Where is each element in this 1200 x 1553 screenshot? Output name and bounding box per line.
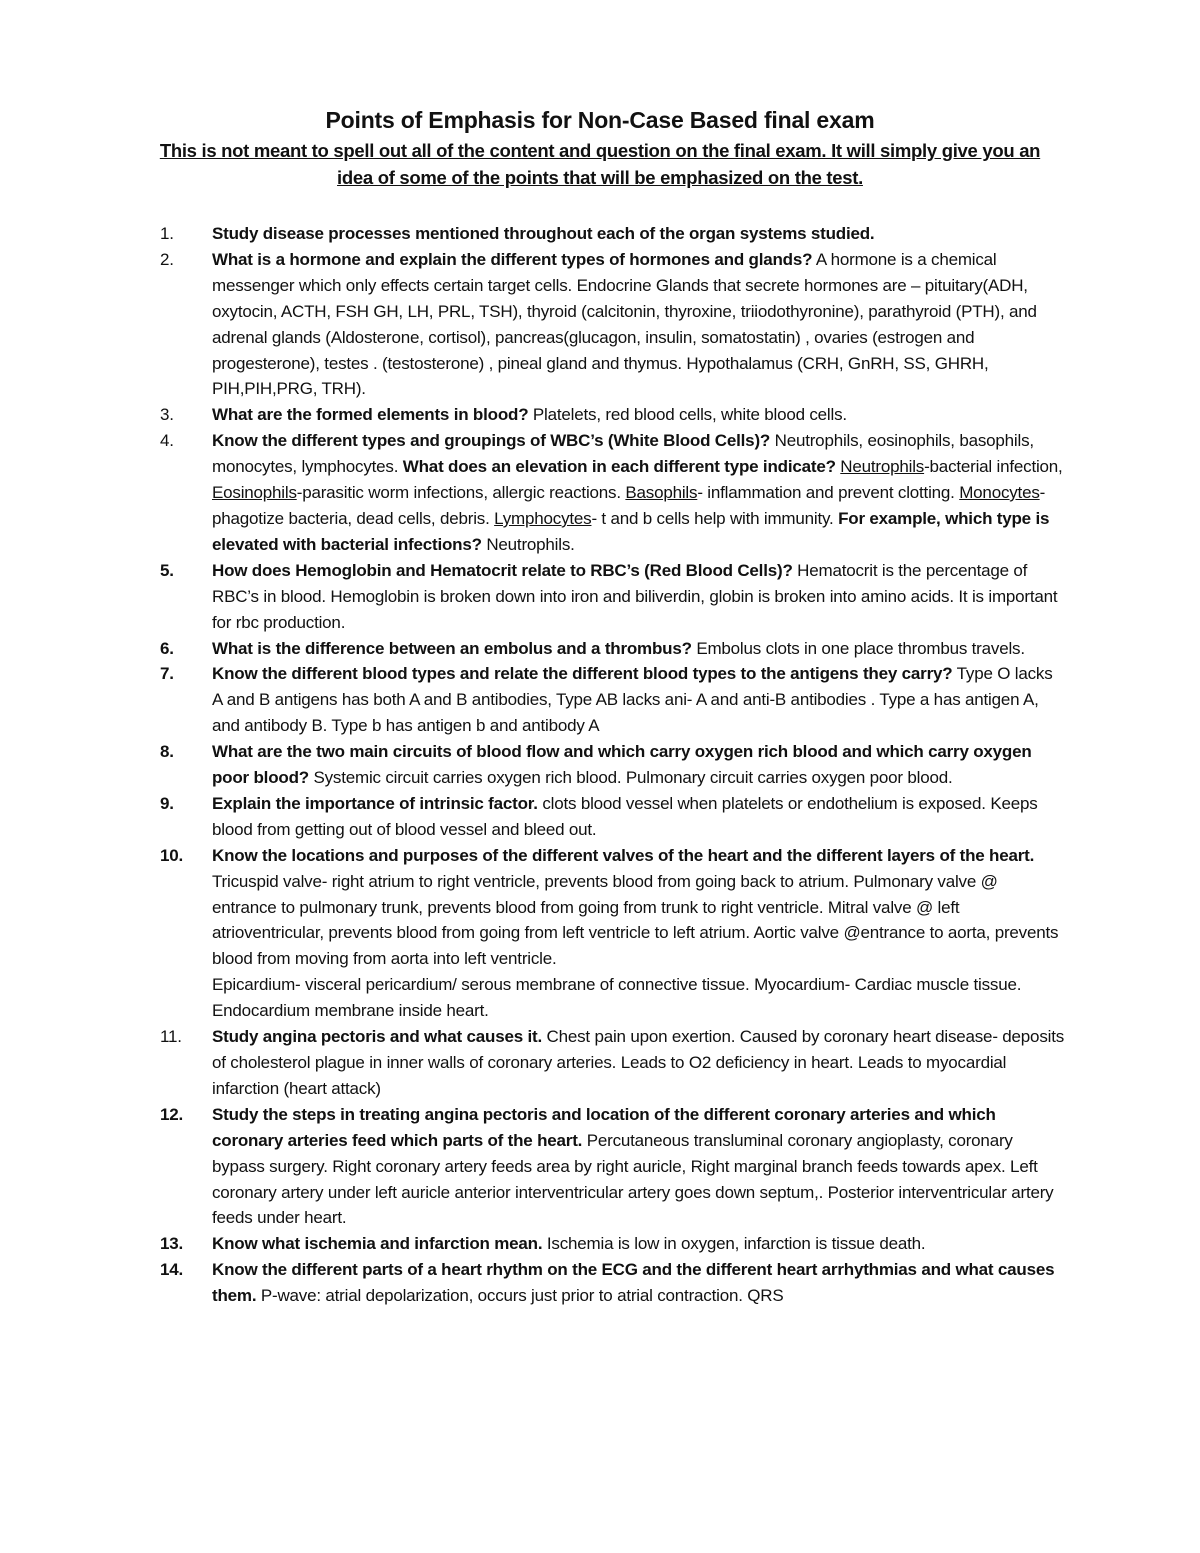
question-text: Know the locations and purposes of the different valves of the heart and the different layers of the heart. [212,845,1035,865]
list-item [160,739,1065,791]
question-text: What are the two main circuits of blood flow and which carry oxygen rich blood and which carry oxygen poor blood? [212,742,1032,788]
answer-text: P-wave: atrial depolarization, occurs just prior to atrial contraction. QRS [256,1286,784,1306]
question-text: For example, which type is elevated with bacterial infections? [212,508,1050,554]
answer-text: Type O lacks A and B antigens has both A and B antibodies, Type AB lacks ani- A and anti-B antibodies . Type a has antigen A, and antibody B. Type b has antigen b and antibody A [212,664,1053,736]
question-text: What is a hormone and explain the different types of hormones and glands? [212,249,813,269]
list-item-number: 6. [160,638,174,658]
list-item-number: 7. [160,664,174,684]
answer-text: Neutrophils, eosinophils, basophils, monocytes, lymphocytes. [212,431,1034,477]
list-item [160,1102,1065,1232]
list-item-number: 11. [160,1027,182,1047]
question-text: Know the different parts of a heart rhythm on the ECG and the different heart arrhythmias and what causes them. [212,1260,1055,1306]
question-text: Study the steps in treating angina pectoris and location of the different coronary arteries and which coronary arteries feed which parts of the heart. [212,1104,996,1150]
list-item-number: 12. [160,1104,184,1124]
answer-text: Chest pain upon exertion. Caused by coronary heart disease- deposits of cholesterol plague in inner walls of coronary arteries. Leads to O2 deficiency in heart. Leads to myocardial infarction (heart attack) [212,1027,1065,1098]
list-item-number: 8. [160,742,174,762]
list-item-number: 1. [160,224,174,243]
question-text: What does an elevation in each different type indicate? [402,457,836,477]
answer-text: -parasitic worm infections, allergic reactions. [296,483,626,503]
list-item-number: 3. [160,405,174,425]
list-item-number: 4. [160,431,174,451]
answer-text: A hormone is a chemical messenger which only effects certain target cells. Endocrine Glands that secrete hormones are – pituitary(ADH, oxytocin, ACTH, FSH GH, LH, PRL, TSH), thyroid (calcitonin, thyroxine, triiodothyronine), parathyroid (PTH), and adrenal glands (Aldosterone, cortisol), pancreas(glucagon, insulin, somatostatin) , ovaries (estrogen and progesterone), testes . (testosterone) , pineal gland and thymus. Hypothalamus (CRH, GnRH, SS, GHRH, PIH,PIH,PRG, TRH). [212,249,1037,399]
question-text: Know the different types and groupings of WBC’s (White Blood Cells)? [212,431,771,451]
answer-text: clots blood vessel when platelets or endothelium is exposed. Keeps blood from getting out of blood vessel and bleed out. [212,793,1038,839]
answer-text: Neutrophils. [481,534,575,554]
answer-text: Epicardium- visceral pericardium/ serous membrane of connective tissue. Myocardium- Cardiac muscle tissue. Endocardium membrane inside heart. [212,975,1022,1021]
list-item [160,221,1065,247]
list-item [160,247,1065,402]
numbered-list [160,221,1065,1309]
list-item [160,1024,1065,1102]
term-text: Neutrophils [840,457,925,477]
answer-text: Ischemia is low in oxygen, infarction is tissue death. [542,1234,926,1254]
question-text: Know what ischemia and infarction mean. [212,1234,543,1254]
list-item [160,1257,1065,1309]
list-item-number: 2. [160,249,174,269]
answer-text: -bacterial infection, [924,457,1063,477]
document-title: Points of Emphasis for Non-Case Based final exam [325,107,875,133]
list-item-number: 5. [160,560,174,580]
answer-text: Embolus clots in one place thrombus travels. [691,638,1025,658]
list-item [160,636,1065,662]
answer-text: - t and b cells help with immunity. [591,508,839,528]
question-text: What are the formed elements in blood? [212,405,529,425]
list-item [160,428,1065,558]
answer-text: Hematocrit is the percentage of RBC’s in blood. Hemoglobin is broken down into iron and biliverdin, globin is broken into amino acids. It is important for rbc production. [212,560,1058,632]
list-item [160,791,1065,843]
answer-text: Percutaneous transluminal coronary angioplasty, coronary bypass surgery. Right coronary artery feeds area by right auricle, Right marginal branch feeds towards apex. Left coronary artery under left auricle anterior interventricular artery goes down septum,. Posterior interventricular artery feeds under heart. [212,1130,1054,1228]
answer-text: - inflammation and prevent clotting. [697,483,960,503]
term-text: Basophils [625,483,698,503]
question-text: Study angina pectoris and what causes it. [212,1027,542,1047]
question-text: Explain the importance of intrinsic factor. [212,793,538,813]
answer-text: Platelets, red blood cells, white blood cells. [528,405,847,425]
term-text: Eosinophils [212,483,297,503]
list-item-number: 14. [160,1260,184,1280]
answer-text: Systemic circuit carries oxygen rich blood. Pulmonary circuit carries oxygen poor blood. [308,768,953,788]
question-text: How does Hemoglobin and Hematocrit relate to RBC’s (Red Blood Cells)? [212,560,793,580]
document-subtitle: This is not meant to spell out all of the content and question on the final exam. It will simply give you an idea of some of the points that will be emphasized on the test. [159,140,1041,188]
term-text: Lymphocytes [494,508,592,528]
list-item [160,558,1065,636]
answer-text: Tricuspid valve- right atrium to right ventricle, prevents blood from going back to atrium. Pulmonary valve @ entrance to pulmonary trunk, prevents blood from going from trunk to right ventricle. Mitral valve @ left atrioventricular, prevents blood from going from left ventricle to left atrium. Aortic valve @entrance to aorta, prevents blood from moving from aorta into left ventricle. [212,871,1059,969]
list-item [160,402,1065,428]
list-item [160,1231,1065,1257]
list-item-number: 9. [160,793,174,813]
question-text: Know the different blood types and relate the different blood types to the antigens they carry? [212,664,953,684]
question-text: Study disease processes mentioned throughout each of the organ systems studied. [212,224,875,243]
list-item [160,843,1065,1024]
list-item-number: 13. [160,1234,184,1254]
question-text: What is the difference between an embolus and a thrombus? [212,638,692,658]
answer-text: - phagotize bacteria, dead cells, debris. [212,483,1046,528]
term-text: Monocytes [959,483,1040,503]
list-item-number: 10. [160,845,184,865]
list-item [160,661,1065,739]
